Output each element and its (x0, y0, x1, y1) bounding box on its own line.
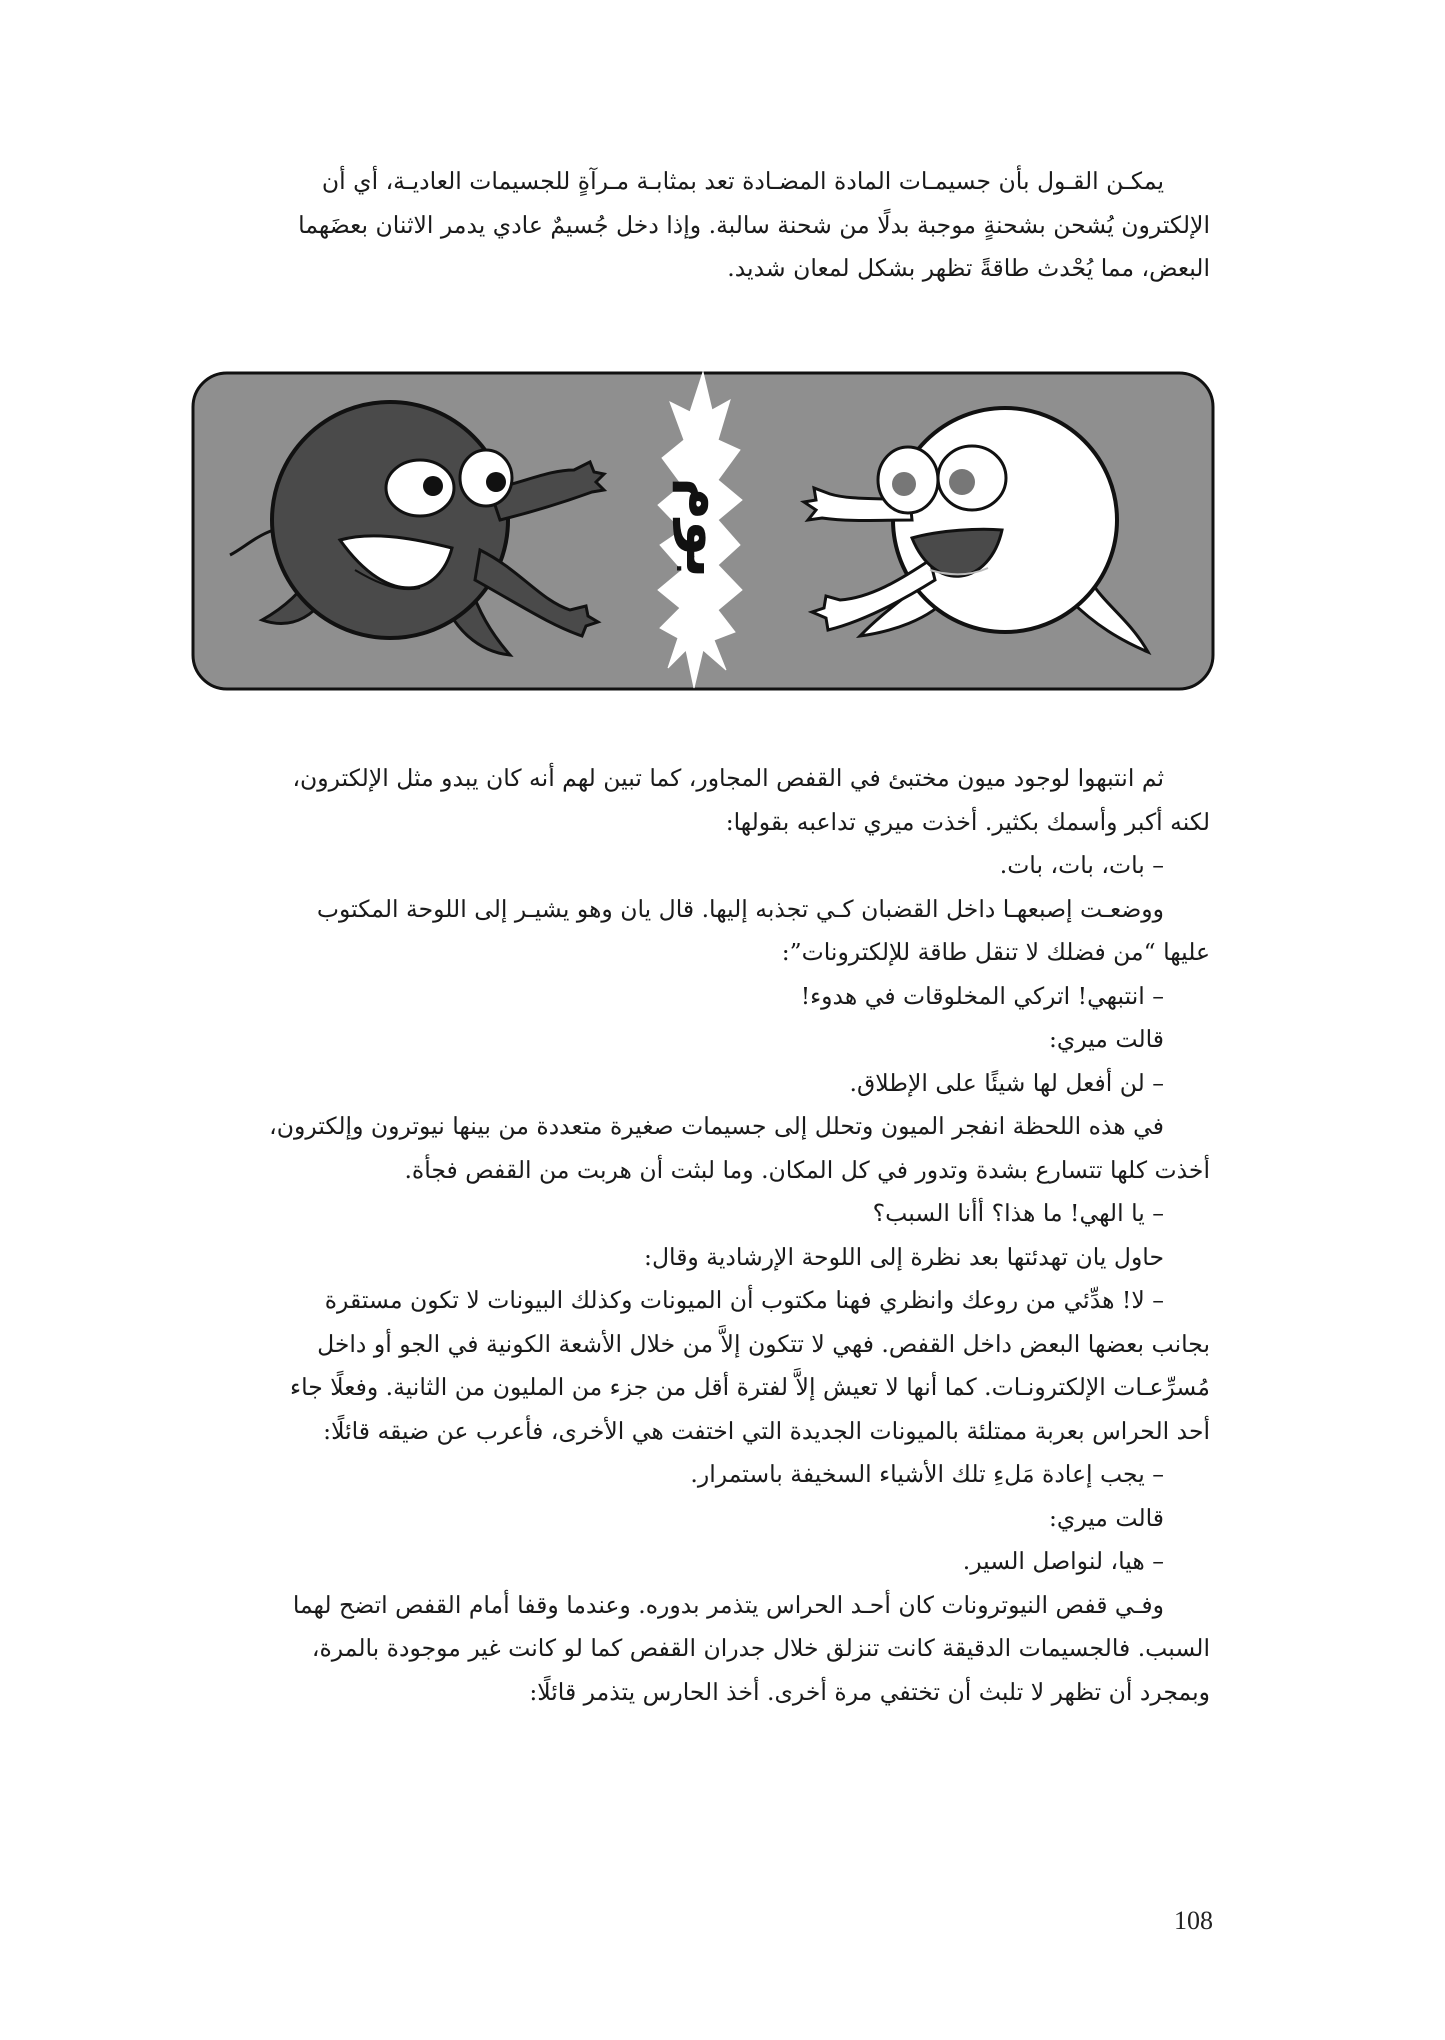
text-line: بجانب بعضها البعض داخل القفص. فهي لا تتكون إلاَّ من خلال الأشعة الكونية في الجو أو داخل (317, 1329, 1210, 1358)
text-line: حاول يان تهدئتها بعد نظرة إلى اللوحة الإرشادية وقال: (644, 1242, 1164, 1271)
dialogue-line: – يا الهي! ما هذا؟ أأنا السبب؟ (872, 1199, 1164, 1227)
text-line: وبمجرد أن تظهر لا تلبث أن تختفي مرة أخرى. أخذ الحارس يتذمر قائلًا: (529, 1677, 1210, 1706)
intro-paragraph (190, 160, 1210, 291)
text-line: البعض، مما يُحْدث طاقةً تظهر بشكل لمعان شديد. (727, 254, 1210, 282)
dialogue-line: – بات، بات، بات. (999, 851, 1164, 879)
text-line: أخذت كلها تتسارع بشدة وتدور في كل المكان. وما لبثت أن هربت من القفص فجأة. (404, 1155, 1210, 1184)
text-line: لكنه أكبر وأسمك بكثير. أخذت ميري تداعبه بقولها: (725, 807, 1210, 836)
dialogue-line: – يجب إعادة مَلءِ تلك الأشياء السخيفة باستمرار. (690, 1460, 1164, 1488)
text-line: قالت ميري: (1048, 1025, 1164, 1053)
particle-collision-illustration (190, 370, 1216, 692)
text-line: ووضعـت إصبعهـا داخل القضبان كـي تجذبه إليها. قال يان وهو يشيـر إلى اللوحة المكتوب (316, 894, 1164, 923)
text-line: وفـي قفص النيوترونات كان أحـد الحراس يتذمر بدوره. وعندما وقفا أمام القفص اتضح لهما (292, 1590, 1164, 1619)
page-number: 108 (1174, 1906, 1213, 1935)
body-text (190, 757, 1210, 1714)
dialogue-line: – لا! هدِّئي من روعك وانظري فهنا مكتوب أن الميونات وكذلك البيونات لا تكون مستقرة (324, 1286, 1164, 1314)
text-line: قالت ميري: (1048, 1503, 1164, 1532)
burst-text: بوم (672, 477, 741, 579)
text-line: الإلكترون يُشحن بشحنةٍ موجبة بدلًا من شحنة سالبة. وإذا دخل جُسيمٌ عادي يدمر الاثنان بعضَهما (298, 210, 1210, 239)
text-line: السبب. فالجسيمات الدقيقة كانت تنزلق خلال جدران القفص كما لو كانت غير موجودة بالمرة، (311, 1634, 1210, 1662)
text-line: أحد الحراس بعربة ممتلئة بالميونات الجديدة التي اختفت هي الأخرى، فأعرب عن ضيقه قائلًا: (323, 1416, 1210, 1445)
text-line: يمكـن القـول بأن جسيمـات المادة المضـادة تعد بمثابـة مـرآةٍ للجسيمات العاديـة، أي أن (321, 167, 1164, 195)
dialogue-line: – انتبهي! اتركي المخلوقات في هدوء! (800, 981, 1164, 1010)
text-line: عليها “من فضلك لا تنقل طاقة للإلكترونات”: (781, 938, 1210, 966)
text-line: في هذه اللحظة انفجر الميون وتحلل إلى جسيمات صغيرة متعددة من بينها نيوترون وإلكترون، (269, 1112, 1164, 1140)
text-line: مُسرِّعـات الإلكترونـات. كما أنها لا تعيش إلاَّ لفترة أقل من جزء من المليون من الثانية. وفعلًا جاء (290, 1373, 1210, 1401)
dialogue-line: – لن أفعل لها شيئًا على الإطلاق. (849, 1068, 1164, 1097)
text-line: ثم انتبهوا لوجود ميون مختبئ في القفص المجاور، كما تبين لهم أنه كان يبدو مثل الإلكترون، (292, 764, 1164, 792)
dialogue-line: – هيا، لنواصل السير. (962, 1547, 1164, 1575)
